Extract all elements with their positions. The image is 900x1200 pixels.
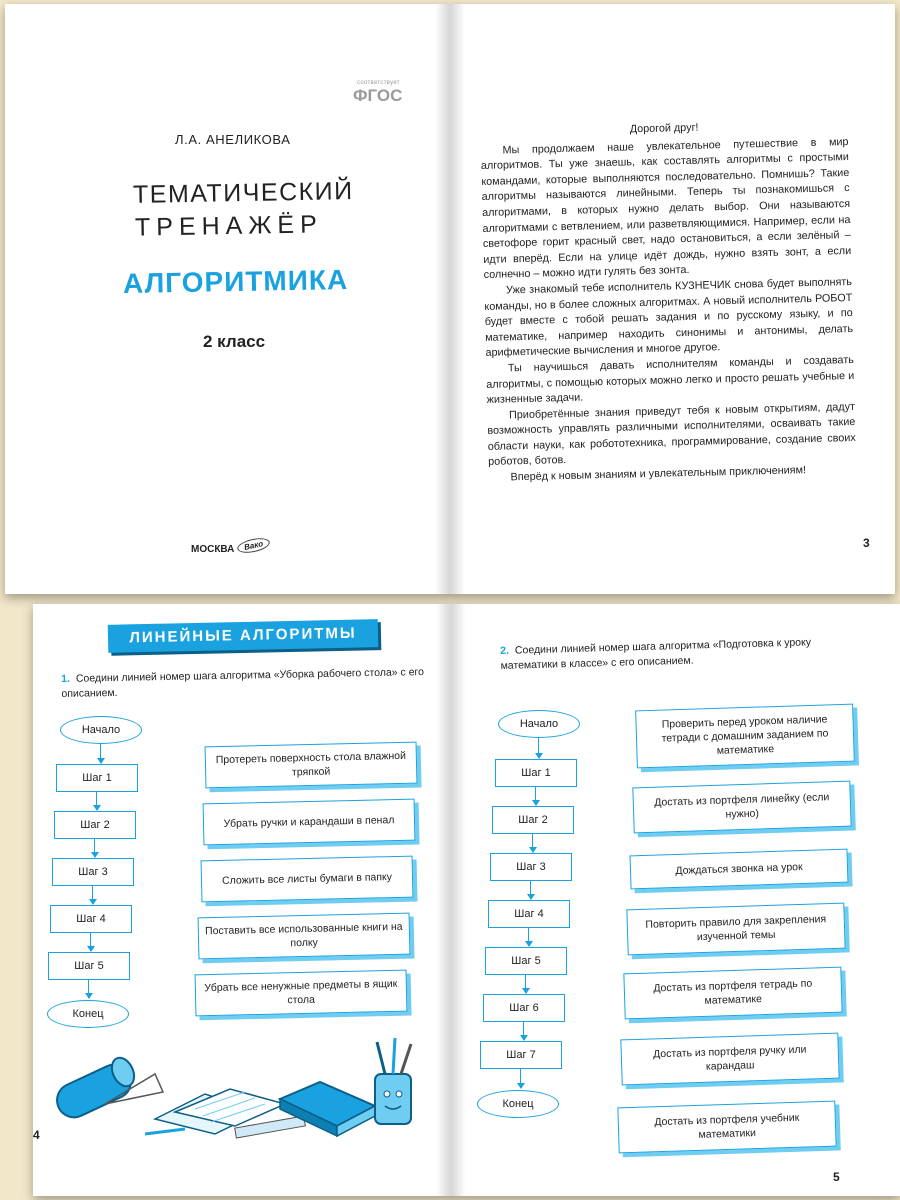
flowchart-arrow [88,979,89,998]
title-line-2: ТРЕНАЖЁР [134,210,324,242]
intro-paragraph: Мы продолжаем наше увлекательное путешествие в мир алгоритмов. Ты уже знаешь, как составлять алгоритмы с простыми командами, которые выполняются последовательно. Помнишь? Такие алгоритмы называются линейными. Теперь ты познакомишься с алгоритмами, в которых нужно делать выбор. Они называются алгоритмами с ветвлением, или разветвляющимися. Например, если на светофоре горит красный свет, надо остановиться, а если зелёный – идти вперёд. Если на улице идёт дождь, нужно взять зонт, а если солнечно – можно идти гулять без зонта. [480,135,852,282]
author-name: Л.А. АНЕЛИКОВА [175,132,291,147]
intro-paragraph: Уже знакомый тебе исполнитель КУЗНЕЧИК снова будет выполнять команды, но в более сложных алгоритмах. А новый исполнитель РОБОТ будет вместе с тобой решать задания и по русскому языку, и по математике, например находить синонимы и антонимы, делать арифметические вычисления и многое другое. [484,275,854,360]
cover-spread [5,4,895,594]
page-number-3: 3 [863,536,870,550]
step-box: Шаг 3 [52,858,134,886]
step-box: Шаг 1 [495,759,577,787]
flowchart-end: Конец [47,1000,129,1028]
description-box: Дождаться звонка на урок [630,849,849,890]
title-subject: АЛГОРИТМИКА [122,264,349,299]
flowchart-arrow [530,880,531,899]
exercise-spread [33,604,900,1196]
flowchart-arrow [100,743,101,763]
book-gutter [435,4,465,594]
step-box: Шаг 3 [490,853,572,881]
description-box: Протереть поверхность стола влажной тряпкой [205,742,418,789]
intro-paragraph: Вперёд к новым знаниям и увлекательным приключениям! [510,464,807,484]
intro-text [480,117,857,487]
section-banner: ЛИНЕЙНЫЕ АЛГОРИТМЫ [108,619,379,653]
description-box: Достать из портфеля ручку или карандаш [620,1033,839,1086]
step-box: Шаг 4 [488,900,570,928]
task-number: 1. [61,672,71,685]
task-text: Соедини линией номер шага алгоритма «Уборка рабочего стола» с его описанием. [61,666,425,700]
school-supplies-illustration [45,1034,425,1144]
step-box: Шаг 5 [48,952,130,980]
flowchart-arrow [528,927,529,946]
description-box: Сложить все листы бумаги в папку [201,856,414,903]
flowchart-arrow [532,833,533,852]
description-box: Достать из портфеля тетрадь по математике [623,967,842,1020]
intro-greeting: Дорогой друг! [629,121,699,136]
description-box: Достать из портфеля линейку (если нужно) [632,781,851,834]
step-box: Шаг 2 [54,811,136,839]
pencil-case-icon [51,1054,163,1123]
step-box: Шаг 6 [483,994,565,1022]
book-gutter [436,604,466,1196]
flowchart-arrow [520,1068,521,1088]
task-1-instruction [61,665,437,702]
flowchart-arrow [94,838,95,857]
flowchart-arrow [525,974,526,993]
description-box: Повторить правило для закрепления изученной темы [626,903,845,956]
task-number: 2. [500,644,510,657]
fgos-logo-text: ФГОС [353,86,403,105]
pencil-cup-icon [375,1038,411,1124]
flowchart-arrow [92,885,93,904]
flowchart-end: Конец [477,1090,559,1118]
title-line-1: ТЕМАТИЧЕСКИЙ [132,177,354,209]
flowchart-arrow [538,737,539,758]
step-box: Шаг 7 [480,1041,562,1069]
task-2-instruction [500,634,861,674]
publisher-logo: Вако [236,536,271,556]
step-box: Шаг 2 [492,806,574,834]
page-number-4: 4 [33,1128,40,1142]
page-number-5: 5 [833,1170,840,1184]
intro-paragraph: Приобретённые знания приведут тебя к новым открытиям, дадут возможность управлять различными исполнителями, осваивать такие области науки, как робототехника, программирование, создание своих роботов, ботов. [487,400,856,469]
grade-label: 2 класс [203,332,266,351]
step-box: Шаг 1 [56,764,138,792]
description-box: Поставить все использованные книги на полку [198,913,411,960]
intro-paragraph: Ты научишься давать исполнителям команды и создавать алгоритмы, с помощью которых можно легко и просто решать учебные и жизненные задачи. [486,353,855,407]
fgos-logo [353,80,405,112]
description-box: Убрать ручки и карандаши в пенал [203,799,416,846]
flowchart-start: Начало [60,716,142,744]
step-box: Шаг 5 [485,947,567,975]
description-box: Убрать все ненужные предметы в ящик стола [195,970,408,1017]
step-box: Шаг 4 [50,905,132,933]
flowchart-arrow [535,786,536,805]
task-text: Соедини линией номер шага алгоритма «Подготовка к уроку математики в классе» с его описанием. [500,636,812,672]
publisher-city: МОСКВА [191,544,235,555]
flowchart-arrow [523,1021,524,1040]
flowchart-start: Начало [498,710,580,738]
flowchart-arrow [96,791,97,810]
description-box: Достать из портфеля учебник математики [617,1101,836,1154]
flowchart-arrow [90,932,91,951]
description-box: Проверить перед уроком наличие тетради с домашним заданием по математике [635,704,855,769]
fgos-logo-caption: соответствует [357,80,400,86]
